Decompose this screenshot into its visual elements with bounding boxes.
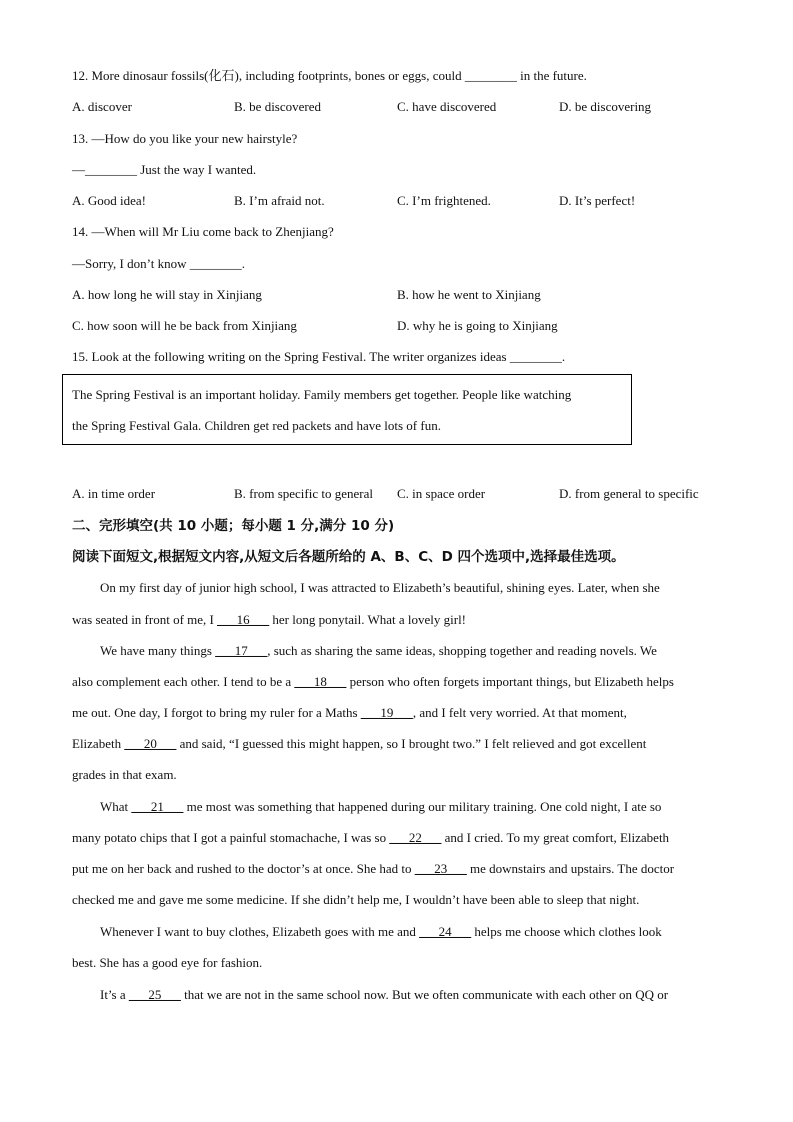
passage-text: and said, “I guessed this might happen, so I brought two.” I felt relieved and got excellent bbox=[176, 736, 647, 751]
passage-text: We have many things bbox=[100, 643, 216, 658]
passage-line bbox=[100, 987, 668, 1003]
passage-line bbox=[72, 705, 627, 721]
section-2-instruction: 阅读下面短文,根据短文内容,从短文后各题所给的 A、B、C、D 四个选项中,选择最佳选项。 bbox=[72, 549, 625, 565]
q13-option-a: A. Good idea! bbox=[72, 193, 147, 208]
blank-21: ___21___ bbox=[131, 799, 184, 814]
q14-stem: 14. —When will Mr Liu come back to Zhenjiang? bbox=[72, 224, 334, 239]
passage-line bbox=[72, 830, 669, 846]
passage-line bbox=[72, 612, 466, 628]
q14-option-b: B. how he went to Xinjiang bbox=[397, 287, 541, 302]
passage-text: and I cried. To my great comfort, Elizabeth bbox=[441, 830, 670, 845]
passage-line bbox=[72, 674, 674, 690]
passage-text: helps me choose which clothes look bbox=[471, 924, 662, 939]
passage-text: me downstairs and upstairs. The doctor bbox=[466, 861, 675, 876]
passage-text: me out. One day, I forgot to bring my ruler for a Maths bbox=[72, 705, 361, 720]
q14-option-d: D. why he is going to Xinjiang bbox=[397, 318, 558, 333]
q13-option-c: C. I’m frightened. bbox=[397, 193, 491, 208]
q15-stem: 15. Look at the following writing on the Spring Festival. The writer organizes ideas ________. bbox=[72, 349, 566, 364]
passage-line: On my first day of junior high school, I was attracted to Elizabeth’s beautiful, shining eyes. Later, when she bbox=[100, 580, 660, 595]
blank-19: ___19___ bbox=[360, 705, 413, 720]
passage-line bbox=[72, 736, 646, 752]
passage-line bbox=[100, 924, 662, 940]
q12-stem: 12. More dinosaur fossils(化石), including footprints, bones or eggs, could ________ in the future. bbox=[72, 68, 587, 83]
passage-text: many potato chips that I got a painful stomachache, I was so bbox=[72, 830, 390, 845]
passage-text: person who often forgets important things, but Elizabeth helps bbox=[346, 674, 674, 689]
passage-line: checked me and gave me some medicine. If she didn’t help me, I wouldn’t have been able to sleep that night. bbox=[72, 892, 640, 907]
q13-option-d: D. It’s perfect! bbox=[559, 193, 636, 208]
passage-text: It’s a bbox=[100, 987, 129, 1002]
blank-18: ___18___ bbox=[294, 674, 347, 689]
q15-writing-box bbox=[62, 374, 632, 445]
q14-option-c: C. how soon will he be back from Xinjiang bbox=[72, 318, 297, 333]
q14-option-a: A. how long he will stay in Xinjiang bbox=[72, 287, 262, 302]
blank-17: ___17___ bbox=[215, 643, 268, 658]
q15-option-b: B. from specific to general bbox=[234, 486, 373, 501]
passage-text: What bbox=[100, 799, 132, 814]
passage-text: me most was something that happened during our military training. One cold night, I ate so bbox=[183, 799, 662, 814]
passage-text: her long ponytail. What a lovely girl! bbox=[269, 612, 467, 627]
passage-line bbox=[100, 643, 657, 659]
blank-20: ___20___ bbox=[124, 736, 177, 751]
blank-25: ___25___ bbox=[128, 987, 181, 1002]
q15-option-c: C. in space order bbox=[397, 486, 486, 501]
passage-text: Elizabeth bbox=[72, 736, 125, 751]
q15-option-a: A. in time order bbox=[72, 486, 156, 501]
blank-23: ___23___ bbox=[414, 861, 467, 876]
q15-box-line-2: the Spring Festival Gala. Children get red packets and have lots of fun. bbox=[72, 418, 441, 433]
blank-24: ___24___ bbox=[419, 924, 472, 939]
passage-text: , such as sharing the same ideas, shopping together and reading novels. We bbox=[267, 643, 657, 658]
q13-line2: —________ Just the way I wanted. bbox=[72, 162, 257, 177]
q12-option-b: B. be discovered bbox=[234, 99, 322, 114]
blank-22: ___22___ bbox=[389, 830, 442, 845]
section-2-title: 二、完形填空(共 10 小题；每小题 1 分,满分 10 分) bbox=[72, 518, 395, 534]
passage-text: was seated in front of me, I bbox=[72, 612, 218, 627]
passage-text: put me on her back and rushed to the doctor’s at once. She had to bbox=[72, 861, 415, 876]
passage-line: best. She has a good eye for fashion. bbox=[72, 955, 263, 970]
q13-option-b: B. I’m afraid not. bbox=[234, 193, 325, 208]
passage-line bbox=[72, 861, 674, 877]
passage-text: , and I felt very worried. At that moment, bbox=[412, 705, 627, 720]
q14-line2: —Sorry, I don’t know ________. bbox=[72, 256, 245, 271]
q15-option-d: D. from general to specific bbox=[559, 486, 699, 501]
q13-stem: 13. —How do you like your new hairstyle? bbox=[72, 131, 298, 146]
passage-line: grades in that exam. bbox=[72, 767, 177, 782]
passage-line bbox=[100, 799, 661, 815]
passage-text: that we are not in the same school now. But we often communicate with each other on QQ or bbox=[180, 987, 669, 1002]
q12-option-c: C. have discovered bbox=[397, 99, 497, 114]
passage-text: Whenever I want to buy clothes, Elizabeth goes with me and bbox=[100, 924, 420, 939]
q12-option-d: D. be discovering bbox=[559, 99, 652, 114]
q15-box-line-1: The Spring Festival is an important holiday. Family members get together. People like watching bbox=[72, 387, 572, 402]
passage-text: also complement each other. I tend to be a bbox=[72, 674, 295, 689]
blank-16: ___16___ bbox=[217, 612, 270, 627]
q12-option-a: A. discover bbox=[72, 99, 132, 114]
